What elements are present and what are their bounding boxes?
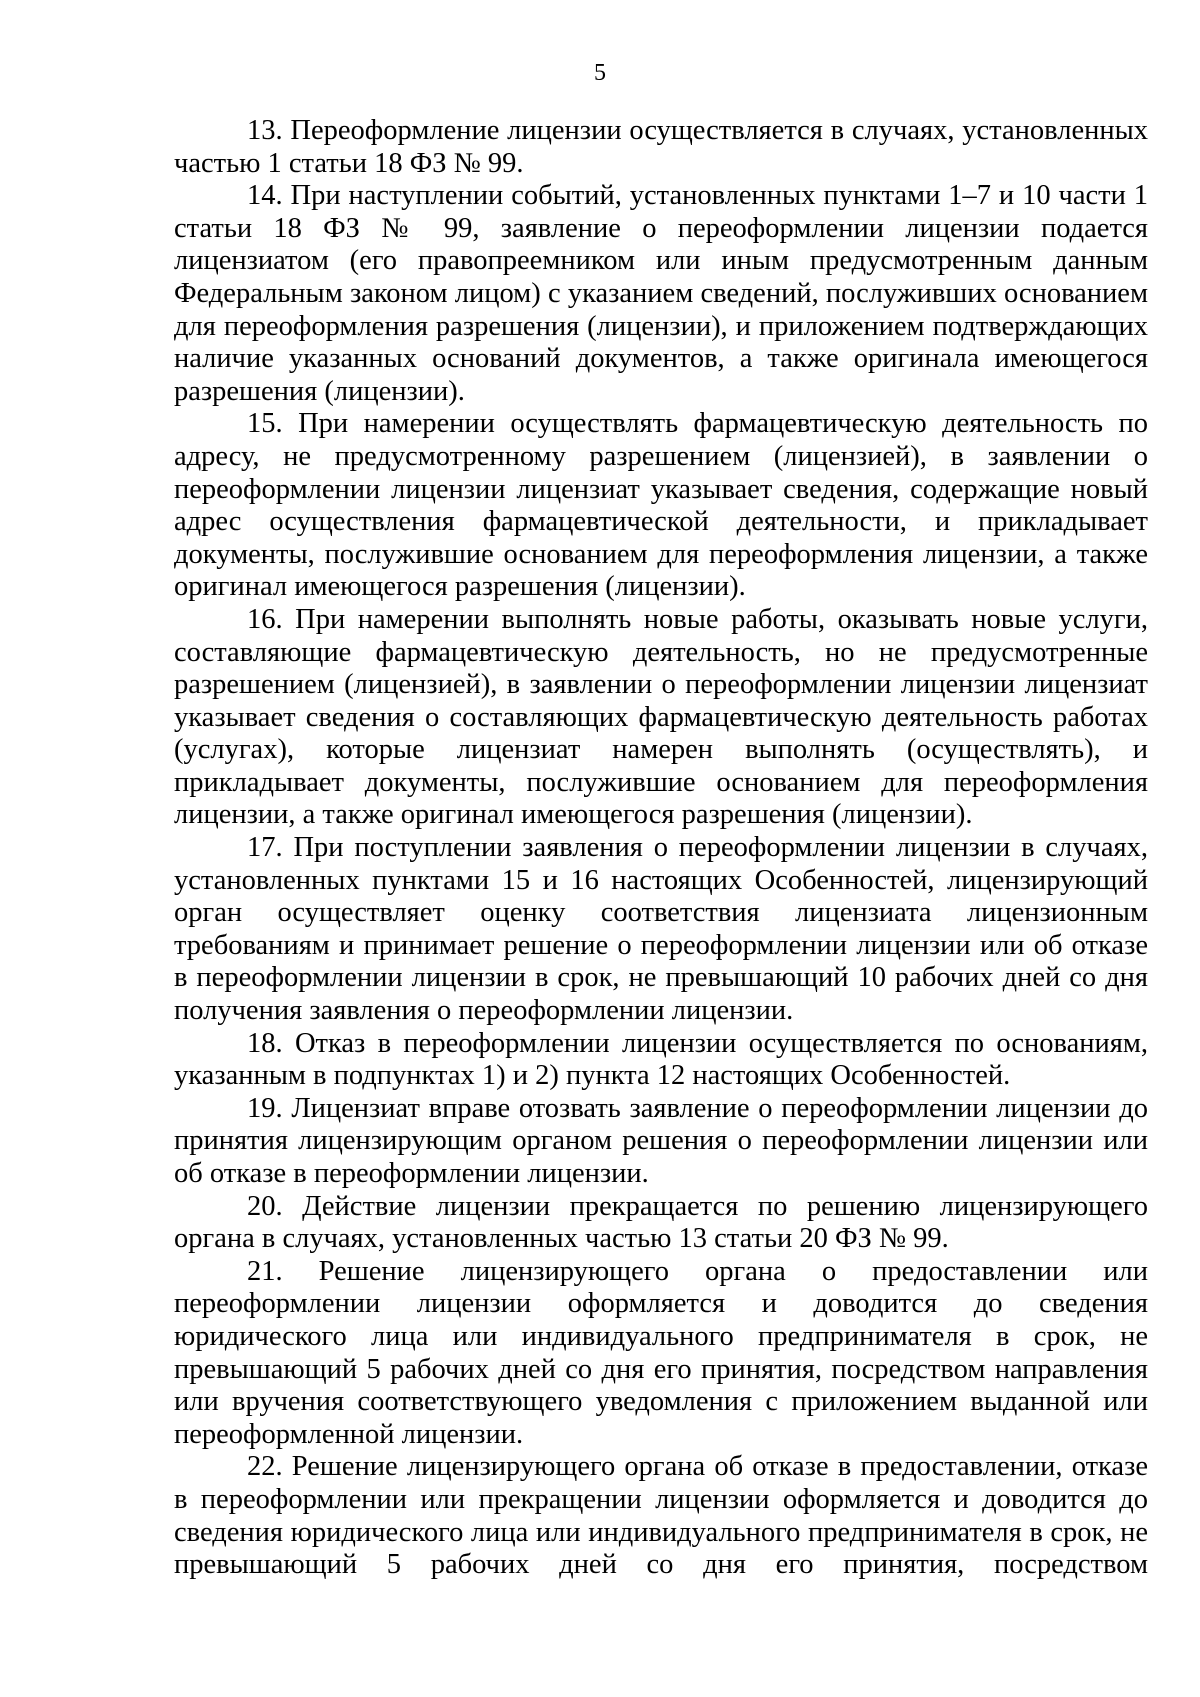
document-body (174, 115, 1148, 1582)
paragraph-16: 16. При намерении выполнять новые работы, оказывать новые услуги, составляющие фармацевтическую деятельность, но не предусмотренные разрешением (лицензией), в заявлении о переоформлении лицензии лицензиат указывает сведения о составляющих фармацевтическую деятельность работах (услугах), которые лицензиат намерен выполнять (осуществлять), и прикладывает документы, послужившие основанием для переоформления лицензии, а также оригинал имеющегося разрешения (лицензии). (174, 603, 1148, 831)
paragraph-13: 13. Переоформление лицензии осуществляется в случаях, установленных частью 1 статьи 18 ФЗ № 99. (174, 115, 1148, 179)
page-number: 5 (594, 60, 606, 86)
paragraph-19: 19. Лицензиат вправе отозвать заявление о переоформлении лицензии до принятия лицензирующим органом решения о переоформлении лицензии или об отказе в переоформлении лицензии. (174, 1092, 1148, 1189)
paragraph-22: 22. Решение лицензирующего органа об отказе в предоставлении, отказе в переоформлении или прекращении лицензии оформляется и доводится до сведения юридического лица или индивидуального предпринимателя в срок, не превышающий 5 рабочих дней со дня его принятия, посредством (174, 1451, 1148, 1581)
paragraph-20: 20. Действие лицензии прекращается по решению лицензирующего органа в случаях, установленных частью 13 статьи 20 ФЗ № 99. (174, 1190, 1148, 1255)
paragraph-21: 21. Решение лицензирующего органа о предоставлении или переоформлении лицензии оформляется и доводится до сведения юридического лица или индивидуального предпринимателя в срок, не превышающий 5 рабочих дней со дня его принятия, посредством направления или вручения соответствующего уведомления с приложением выданной или переоформленной лицензии. (174, 1255, 1148, 1450)
paragraph-18: 18. Отказ в переоформлении лицензии осуществляется по основаниям, указанным в подпунктах 1) и 2) пункта 12 настоящих Особенностей. (174, 1027, 1148, 1092)
paragraph-14: 14. При наступлении событий, установленных пунктами 1–7 и 10 части 1 статьи 18 ФЗ № 99, заявление о переоформлении лицензии подается лицензиатом (его правопреемником или иным предусмотренным данным Федеральным законом лицом) с указанием сведений, послуживших основанием для переоформления разрешения (лицензии), и приложением подтверждающих наличие указанных оснований документов, а также оригинала имеющегося разрешения (лицензии). (174, 180, 1148, 407)
paragraph-15: 15. При намерении осуществлять фармацевтическую деятельность по адресу, не предусмотренному разрешением (лицензией), в заявлении о переоформлении лицензии лицензиат указывает сведения, содержащие новый адрес осуществления фармацевтической деятельности, и прикладывает документы, послужившие основанием для переоформления лицензии, а также оригинал имеющегося разрешения (лицензии). (174, 408, 1148, 603)
paragraph-17: 17. При поступлении заявления о переоформлении лицензии в случаях, установленных пунктами 15 и 16 настоящих Особенностей, лицензирующий орган осуществляет оценку соответствия лицензиата лицензионным требованиям и принимает решение о переоформлении лицензии или об отказе в переоформлении лицензии в срок, не превышающий 10 рабочих дней со дня получения заявления о переоформлении лицензии. (174, 832, 1148, 1027)
